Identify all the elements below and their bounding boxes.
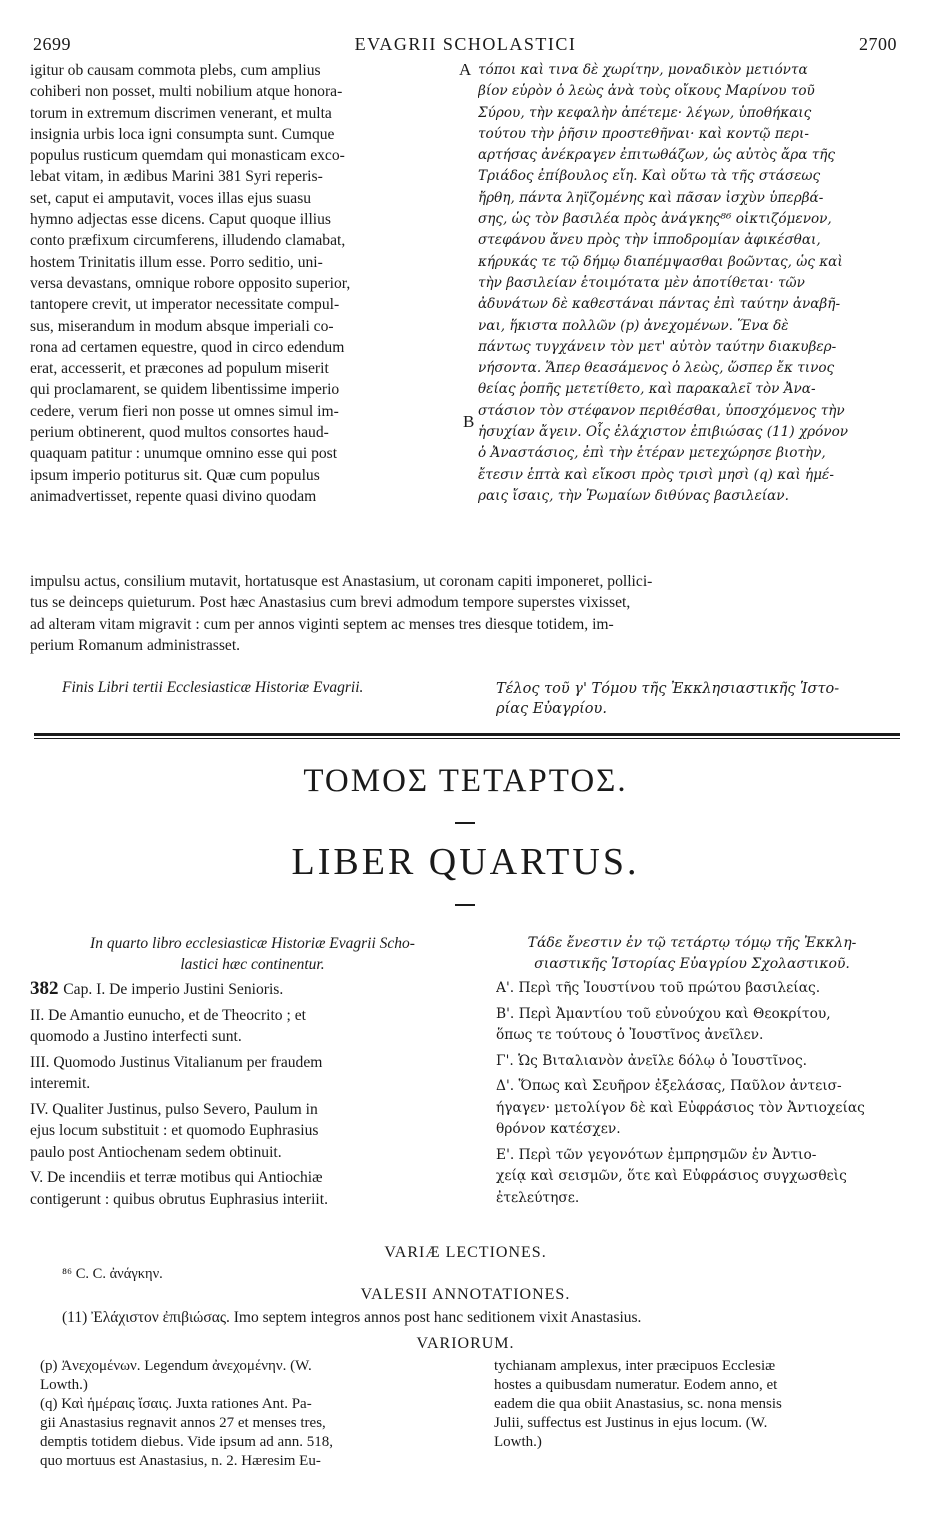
text-line: perium obtinerent, quod multos consortes haud-: [30, 424, 329, 442]
text-line: Τέλος τοῦ γ' Τόμου τῆς Ἐκκλησιαστικῆς Ἱστο-: [496, 681, 840, 697]
toc-header-greek: [482, 933, 902, 975]
column-number: 382: [30, 978, 64, 999]
toc-item: [30, 978, 462, 1001]
toc-line: χείᾳ καὶ σεισμῶν, ὅτε καὶ Εὐφράσιος συγχωσθεὶς: [496, 1168, 847, 1184]
toc-item: [496, 1051, 906, 1073]
note-line: (p) Ἀνεχομένων. Legendum ἀνεχομένην. (W.: [40, 1358, 312, 1374]
text-line: τούτου τὴν ῥῆσιν προστεθῆναι· καὶ κοντῷ περι-: [478, 125, 809, 142]
page-number-right: 2700: [859, 34, 897, 54]
toc-latin: [30, 978, 462, 1214]
text-line: qui proclamarent, se quidem libentissime imperio: [30, 381, 340, 399]
text-line: αρτήσας ἀνέκραγεν ἐπιτωθάζων, ὡς αὐτὸς ἄρα τῆς: [478, 147, 835, 164]
text-line: πάντως τυγχάνειν τὸν μετ' αὐτὸν ταύτην διακυβερ-: [478, 338, 837, 355]
variorum-heading: VARIORUM.: [416, 1335, 515, 1352]
text-line: βίον εὑρὸν ὁ λεὼς ἀνὰ τοὺς οἴκους Μαρίνου τοῦ: [478, 83, 815, 100]
toc-line: IV. Qualiter Justinus, pulso Severo, Paulum in: [30, 1100, 318, 1118]
text-line: ἔτεσιν ἑπτὰ καὶ εἴκοσι πρὸς τρισὶ μησὶ (q) καὶ ἡμέ-: [478, 466, 834, 483]
toc-item: [30, 1099, 462, 1164]
book-title-latin: LIBER QUARTUS.: [291, 841, 640, 883]
margin-marker-b: B: [463, 412, 475, 431]
toc-line: contigerunt : quibus obrutus Euphrasius interiit.: [30, 1190, 328, 1208]
text-line: cedere, verum fieri non posse ut omnes simul im-: [30, 402, 339, 420]
toc-line: ejus locum substituit : et quomodo Euphrasius: [30, 1122, 319, 1139]
text-line: hostem Trinitatis illum esse. Porro seditio, uni-: [30, 253, 323, 271]
text-line: hymno adjectas esse dicens. Caput quoque illius: [30, 211, 331, 229]
text-line: set, caput ei amputavit, voces illas ejus suasu: [30, 189, 312, 207]
text-line: impulsu actus, consilium mutavit, hortatusque est Anastasium, ut coronam capiti imponeret, pollici-: [30, 573, 653, 590]
toc-line: paulo post Antiochenam sedem obtinuit.: [30, 1143, 282, 1161]
note-line: (q) Καὶ ἡμέραις ἴσαις. Juxta rationes Ant. Pa-: [40, 1396, 312, 1412]
toc-line: V. De incendiis et terræ motibus qui Antiochiæ: [30, 1169, 323, 1186]
text-line: lastici hæc continentur.: [180, 956, 325, 973]
toc-line: ήγαγεν· μετολίγον δὲ καὶ Εὐφράσιος τὸν Ἀντιοχείας: [496, 1099, 865, 1116]
text-line: erat, accesserit, et præcones ad populum miserit: [30, 360, 329, 378]
running-title: EVAGRII SCHOLASTICI: [354, 34, 577, 54]
book-title-greek: ΤΟΜΟΣ ΤΕΤΑΡΤΟΣ.: [303, 763, 628, 799]
text-line: cohiberi non posset, multi nobilium atque honora-: [30, 83, 343, 101]
variorum-note-right: [494, 1357, 909, 1452]
note-line: demptis totidem diebus. Vide ipsum ad ann. 518,: [40, 1434, 333, 1450]
text-line: igitur ob causam commota plebs, cum amplius: [30, 62, 321, 79]
toc-line: II. De Amantio eunucho, et de Theocrito ; et: [30, 1006, 306, 1024]
toc-line: Δ'. Ὅπως καὶ Σευῆρον ἐξελάσας, Παῦλον ἀντεισ-: [496, 1078, 842, 1094]
text-line: insignia urbis loca igni consumpta sunt. Cumque: [30, 125, 335, 143]
toc-item: [496, 1145, 906, 1210]
finis-greek: [496, 679, 896, 719]
text-line: σης, ὡς τὸν βασιλέα πρὸς ἀνάγκης⁸⁶ οἰκτιζόμενον,: [478, 211, 832, 228]
toc-line: ἐτελεύτησε.: [496, 1189, 580, 1206]
text-line: ρίας Εὐαγρίου.: [496, 701, 607, 717]
note-line: quo mortuus est Anastasius, n. 2. Hæresim Eu-: [40, 1453, 321, 1469]
text-line: populus rusticum quemdam qui monasticam exco-: [30, 147, 345, 165]
note-line: Julii, suffectus est Justinus in ejus locum. (W.: [494, 1415, 768, 1431]
toc-line: III. Quomodo Justinus Vitalianum per fraudem: [30, 1053, 323, 1071]
valesii-heading: VALESII ANNOTATIONES.: [360, 1286, 571, 1303]
text-line: θείας ῥοπῆς μετετίθετο, καὶ παρακαλεῖ τὸν Ἀνα-: [478, 381, 816, 398]
text-line: ἡσυχίαν ἄγειν. Οἷς ἐλάχιστον ἐπιβιώσας (11) χρόνον: [478, 424, 849, 441]
text-line: τὴν βασιλείαν ἑτοιμότατα μὲν ἀποτίθεται· τῶν: [478, 274, 805, 291]
note-line: eadem die qua obiit Anastasius, sc. nona mensis: [494, 1396, 782, 1412]
text-line: quaquam patitur : unumque omnino esse qui post: [30, 445, 338, 463]
toc-line: Ε'. Περὶ τῶν γεγονότων ἐμπρησμῶν ἐν Ἀντιο-: [496, 1146, 817, 1163]
toc-line: interemit.: [30, 1075, 91, 1092]
text-line: ipsum imperio potiturus sit. Quæ cum populus: [30, 466, 320, 484]
text-line: Τριάδος ἐπίβουλος εἴη. Καὶ οὕτω τὰ τῆς στάσεως: [478, 168, 821, 185]
text-line: ad alteram vitam migravit : cum per annos viginti septem ac menses tres diesque totidem, im-: [30, 615, 614, 633]
title-dash: [455, 822, 475, 824]
latin-column: [30, 60, 456, 507]
text-line: στεφάνου ἄνευ πρὸς τὴν ἱπποδρομίαν ἀφικέσθαι,: [478, 232, 821, 249]
note-line: Lowth.): [40, 1377, 88, 1393]
toc-line: quomodo a Justino interfecti sunt.: [30, 1028, 242, 1045]
text-line: τόποι καὶ τινα δὲ χωρίτην, μοναδικὸν μετιόντα: [478, 62, 808, 78]
text-line: rona ad certamen equestre, quod in circo edendum: [30, 338, 345, 356]
toc-item: [496, 1076, 906, 1141]
toc-header-latin: [40, 933, 465, 975]
text-line: tus se deinceps quieturum. Post hæc Anastasius cum brevi admodum tempore superstes vixisset,: [30, 594, 631, 612]
variorum-note-left: [40, 1357, 470, 1471]
variae-note: ⁸⁶ C. C. ἀνάγκην.: [62, 1266, 163, 1282]
toc-line: Α'. Περὶ τῆς Ἰουστίνου τοῦ πρώτου βασιλείας.: [496, 980, 821, 996]
text-line: Τάδε ἔνεστιν ἐν τῷ τετάρτῳ τόμῳ τῆς Ἐκκλη-: [527, 935, 857, 951]
text-line: versa devastans, omnique robore opposito superior,: [30, 274, 351, 292]
text-line: sus, miserandum in modum absque imperiali co-: [30, 317, 334, 335]
section-rule-thin: [34, 738, 900, 739]
section-rule: [34, 733, 900, 736]
latin-continuation: [30, 571, 900, 656]
margin-marker-a: A: [459, 60, 472, 79]
toc-item: [30, 1052, 462, 1095]
text-line: ναι, ἥκιστα πολλῶν (p) ἀνεχομένων. Ἕνα δὲ: [478, 317, 789, 334]
note-line: hostes a quibusdam numeratur. Eodem anno, et: [494, 1377, 778, 1393]
text-line: σιαστικῆς Ἱστορίας Εὐαγρίου Σχολαστικοῦ.: [534, 956, 850, 972]
text-line: κήρυκάς τε τῷ δήμῳ διαπέμψασθαι βοῶντας, ὡς καὶ: [478, 253, 843, 270]
toc-line: θρόνον κατέσχεν.: [496, 1121, 621, 1137]
toc-greek: [496, 978, 906, 1213]
toc-item: [496, 978, 906, 1000]
text-line: Σύρου, τὴν κεφαλὴν ἀπέτεμε· λέγων, ὑποθήκαις: [478, 104, 812, 121]
note-line: gii Anastasius regnavit annos 27 et menses tres,: [40, 1415, 326, 1431]
toc-item: [496, 1004, 906, 1047]
toc-line: Β'. Περὶ Ἀμαντίου τοῦ εὐνούχου καὶ Θεοκρίτου,: [496, 1005, 831, 1022]
text-line: νήσοντα. Ἅπερ θεασάμενος ὁ λεὼς, ὥσπερ ἔκ τινος: [478, 360, 835, 377]
text-line: ὁ Ἀναστάσιος, ἐπὶ τὴν ἑτέραν μετεχώρησε βιοτὴν,: [478, 445, 826, 462]
title-dash: [455, 904, 475, 906]
toc-item: [30, 1167, 462, 1210]
toc-line: Γ'. Ὡς Βιταλιανὸν ἀνεῖλε δόλῳ ὁ Ἰουστῖνος.: [496, 1052, 808, 1069]
page-number-left: 2699: [33, 34, 71, 54]
note-line: Lowth.): [494, 1434, 542, 1450]
toc-item: [30, 1005, 462, 1048]
text-line: In quarto libro ecclesiasticæ Historiæ Evagrii Scho-: [90, 935, 415, 952]
valesii-note: (11) Ἐλάχιστον ἐπιβιώσας. Imo septem integros annos post hanc seditionem vixit Anastasius.: [62, 1309, 642, 1326]
variae-lectiones-heading: VARIÆ LECTIONES.: [384, 1244, 547, 1261]
greek-column: [478, 60, 898, 507]
text-line: lebat vitam, in ædibus Marini 381 Syri reperis-: [30, 168, 323, 186]
text-line: torum in extremum discrimen venerant, et multa: [30, 104, 332, 122]
finis-latin: Finis Libri tertii Ecclesiasticæ Historiæ Evagrii.: [62, 679, 364, 696]
text-line: conto præfixum circumferens, illudendo clamabat,: [30, 232, 346, 250]
text-line: ραις ἴσαις, τὴν Ῥωμαίων διθύνας βασιλείαν.: [478, 487, 789, 504]
toc-line: ὅπως τε τούτους ὁ Ἰουστῖνος ἀνεῖλεν.: [496, 1027, 764, 1043]
text-line: ἤρθη, πάντα ληϊζομένης καὶ πᾶσαν ἰσχὺν ὑπερβά-: [478, 189, 824, 206]
toc-line: 382 Cap. I. De imperio Justini Senioris.: [30, 978, 284, 999]
note-line: tychianam amplexus, inter præcipuos Ecclesiæ: [494, 1358, 776, 1374]
text-line: animadvertisset, repente quasi divino quodam: [30, 487, 317, 505]
text-line: perium Romanum administrasset.: [30, 636, 241, 654]
text-line: στάσιον τὸν στέφανον περιθέσθαι, ὑποσχόμενος τὴν: [478, 402, 845, 419]
text-line: tantopere crevit, ut imperator necessitate compul-: [30, 296, 340, 314]
text-line: ἀδυνάτων δὲ καθεστάναι πάντας ἐπὶ ταύτην ἀναβῆ-: [478, 296, 841, 313]
